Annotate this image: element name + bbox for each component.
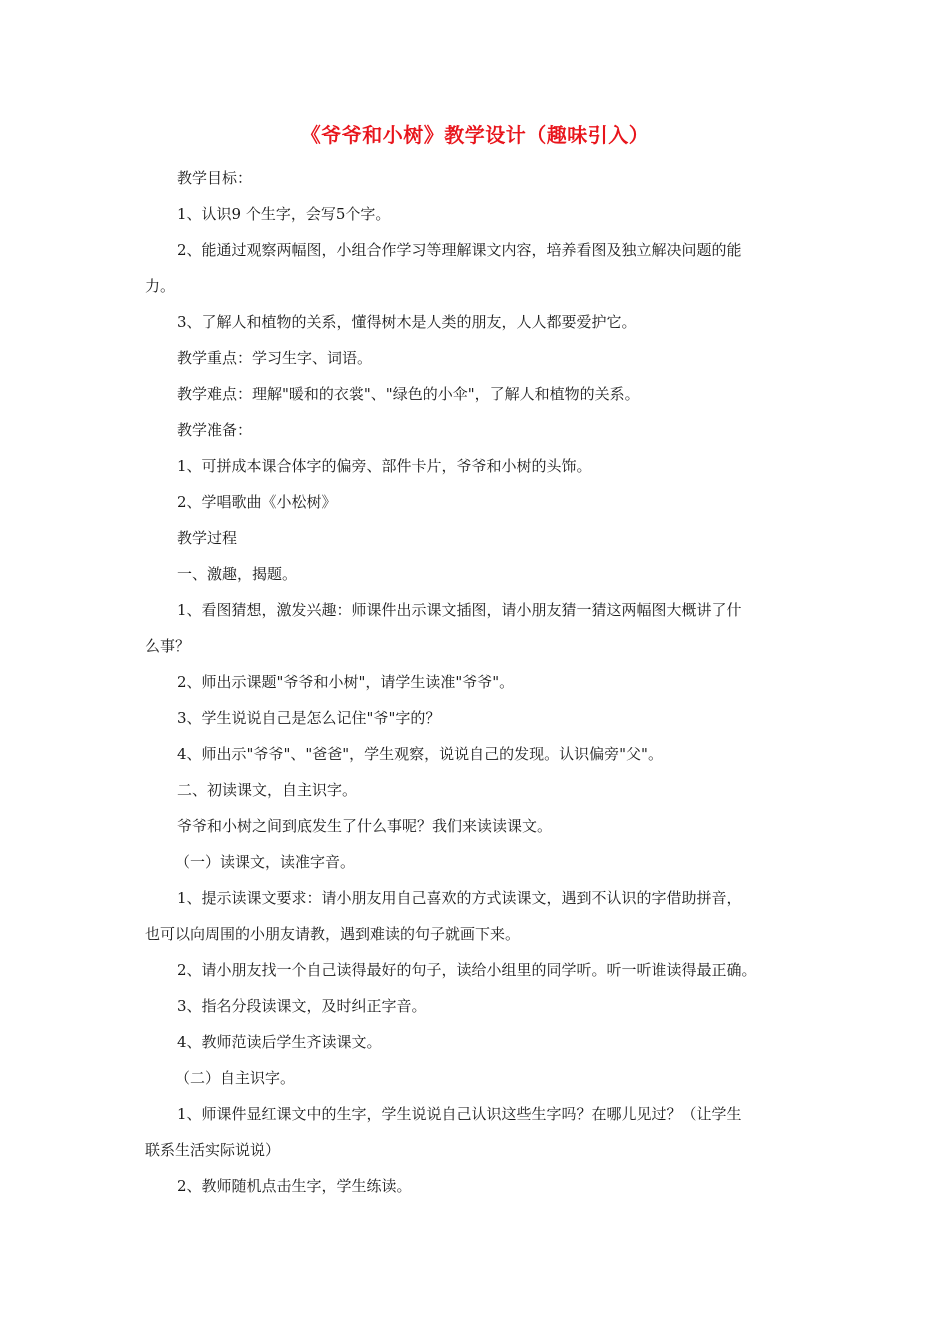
- paragraph: 2、请小朋友找一个自己读得最好的句子，读给小组里的同学听。听一听谁读得最正确。: [177, 961, 757, 979]
- paragraph: 3、指名分段读课文，及时纠正字音。: [177, 997, 427, 1015]
- subsection-heading: （一）读课文，读准字音。: [175, 853, 356, 871]
- paragraph: 1、提示读课文要求：请小朋友用自己喜欢的方式读课文，遇到不认识的字借助拼音，: [177, 889, 742, 907]
- paragraph-continuation: 力。: [145, 277, 176, 295]
- paragraph: 1、可拼成本课合体字的偏旁、部件卡片，爷爷和小树的头饰。: [177, 457, 592, 475]
- section-heading-difficulties: 教学难点：理解"暖和的衣裳"、"绿色的小伞"，了解人和植物的关系。: [177, 385, 640, 403]
- paragraph: 1、看图猜想，激发兴趣：师课件出示课文插图，请小朋友猜一猜这两幅图大概讲了什: [177, 601, 742, 619]
- paragraph: 4、教师范读后学生齐读课文。: [177, 1033, 382, 1051]
- document-title: 《爷爷和小树》教学设计（趣味引入）: [300, 123, 650, 147]
- paragraph: 1、认识9 个生字，会写5个字。: [177, 205, 391, 223]
- section-heading-process: 教学过程: [177, 529, 238, 547]
- section-heading-objectives: 教学目标：: [177, 169, 253, 187]
- section-heading-part-two: 二、初读课文，自主识字。: [177, 781, 358, 799]
- document-body: [145, 160, 815, 1204]
- paragraph: 爷爷和小树之间到底发生了什么事呢？我们来读读课文。: [177, 817, 553, 835]
- paragraph: 2、学唱歌曲《小松树》: [177, 493, 337, 511]
- paragraph: 2、能通过观察两幅图，小组合作学习等理解课文内容，培养看图及独立解决问题的能: [177, 241, 742, 259]
- section-heading-preparation: 教学准备：: [177, 421, 253, 439]
- section-heading-part-one: 一、激趣，揭题。: [177, 565, 298, 583]
- paragraph: 2、师出示课题"爷爷和小树"，请学生读准"爷爷"。: [177, 673, 515, 691]
- paragraph-continuation: 也可以向周围的小朋友请教，遇到难读的句子就画下来。: [145, 925, 521, 943]
- paragraph: 1、师课件显红课文中的生字，学生说说自己认识这些生字吗？在哪儿见过？（让学生: [177, 1105, 742, 1123]
- paragraph: 3、学生说说自己是怎么记住"爷"字的？: [177, 709, 441, 727]
- paragraph: 2、教师随机点击生字，学生练读。: [177, 1177, 412, 1195]
- paragraph-continuation: 联系生活实际说说）: [145, 1141, 281, 1159]
- paragraph-continuation: 么事？: [145, 637, 191, 655]
- subsection-heading: （二）自主识字。: [175, 1069, 296, 1087]
- paragraph: 4、师出示"爷爷"、"爸爸"，学生观察，说说自己的发现。认识偏旁"父"。: [177, 745, 663, 763]
- section-heading-key-points: 教学重点：学习生字、词语。: [177, 349, 373, 367]
- paragraph: 3、了解人和植物的关系，懂得树木是人类的朋友，人人都要爱护它。: [177, 313, 637, 331]
